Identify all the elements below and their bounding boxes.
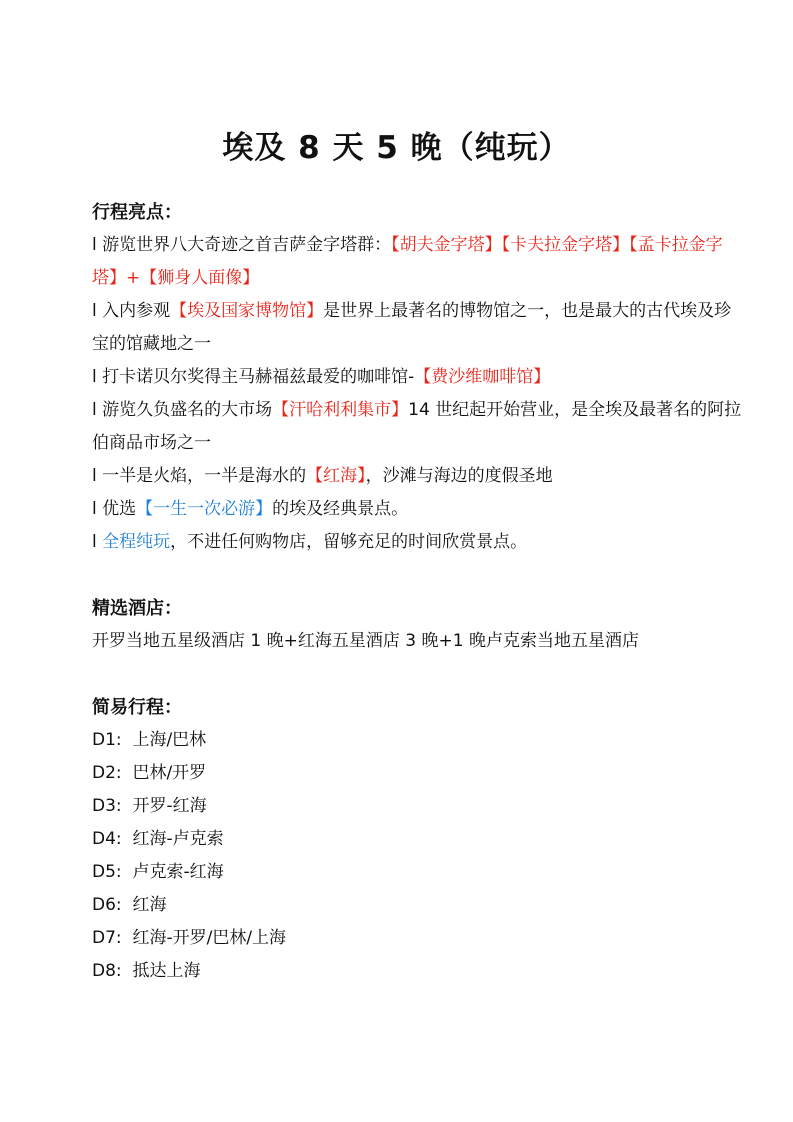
itinerary-day [92, 790, 742, 823]
highlight-item [92, 493, 742, 526]
day-route: 抵达上海 [132, 961, 201, 981]
bullet-marker: l [92, 367, 103, 387]
day-label: D8: [92, 961, 122, 981]
day-route: 红海-开罗/巴林/上海 [132, 928, 287, 948]
bullet-marker: l [92, 466, 103, 486]
highlight-item [92, 295, 742, 361]
highlight-text: 优选 [102, 499, 137, 519]
highlight-text: 14 世纪起开始营业，是全埃及最著名的阿拉伯商品市场之一 [92, 400, 742, 453]
day-route: 巴林/开罗 [132, 763, 207, 783]
hotels-heading: 精选酒店： [92, 598, 182, 619]
highlight-text: 游览世界八大奇迹之首吉萨金字塔群： [102, 235, 392, 255]
itinerary-list [92, 724, 742, 988]
itinerary-day [92, 757, 742, 790]
day-route: 红海 [132, 895, 167, 915]
highlight-text: 游览久负盛名的大市场 [102, 400, 273, 420]
highlight-item [92, 229, 742, 295]
day-route: 上海/巴林 [132, 730, 207, 750]
highlight-text: 的埃及经典景点。 [272, 499, 409, 519]
highlight-emphasis: 【胡夫金字塔】【卡夫拉金字塔】【孟卡拉金字塔】+【狮身人面像】 [92, 235, 723, 288]
highlight-emphasis: 【一生一次必游】 [136, 499, 273, 519]
day-label: D3: [92, 796, 122, 816]
highlight-text: 一半是火焰，一半是海水的 [102, 466, 307, 486]
day-label: D2: [92, 763, 122, 783]
day-label: D4: [92, 829, 122, 849]
day-route: 卢克索-红海 [132, 862, 224, 882]
highlight-emphasis: 【红海】 [306, 466, 366, 486]
bullet-marker: l [92, 301, 103, 321]
highlight-text: 入内参观 [102, 301, 171, 321]
day-route: 开罗-红海 [132, 796, 207, 816]
section-spacer [92, 658, 742, 691]
page-title: 埃及 8 天 5 晚（纯玩） [222, 130, 571, 166]
highlight-item [92, 460, 742, 493]
itinerary-day [92, 922, 742, 955]
highlight-item [92, 394, 742, 460]
itinerary-day [92, 889, 742, 922]
itinerary-day [92, 823, 742, 856]
itinerary-day [92, 955, 742, 988]
itinerary-day [92, 856, 742, 889]
document-body [92, 196, 742, 988]
bullet-marker: l [92, 532, 103, 552]
bullet-marker: l [92, 235, 103, 255]
highlight-emphasis: 全程纯玩 [102, 532, 171, 552]
day-label: D7: [92, 928, 122, 948]
highlight-emphasis: 【埃及国家博物馆】 [170, 301, 324, 321]
highlight-item [92, 361, 742, 394]
itinerary-day [92, 724, 742, 757]
highlight-text: 打卡诺贝尔奖得主马赫福兹最爱的咖啡馆- [102, 367, 415, 387]
day-label: D5: [92, 862, 122, 882]
highlight-emphasis: 【汗哈利利集市】 [272, 400, 409, 420]
hotels-text: 开罗当地五星级酒店 1 晚+红海五星酒店 3 晚+1 晚卢克索当地五星酒店 [92, 631, 639, 651]
bullet-marker: l [92, 400, 103, 420]
highlight-emphasis: 【费沙维咖啡馆】 [414, 367, 551, 387]
bullet-marker: l [92, 499, 103, 519]
highlight-item [92, 526, 742, 559]
day-route: 红海-卢克索 [132, 829, 224, 849]
day-label: D6: [92, 895, 122, 915]
highlight-text: ，不进任何购物店，留够充足的时间欣赏景点。 [170, 532, 528, 552]
highlight-text: ，沙滩与海边的度假圣地 [365, 466, 553, 486]
day-label: D1: [92, 730, 122, 750]
highlights-list [92, 229, 742, 559]
highlight-text: 是世界上最著名的博物馆之一，也是最大的古代埃及珍宝的馆藏地之一 [92, 301, 732, 354]
highlights-heading: 行程亮点： [92, 202, 182, 223]
itinerary-heading: 简易行程： [92, 697, 182, 718]
section-spacer [92, 559, 742, 592]
